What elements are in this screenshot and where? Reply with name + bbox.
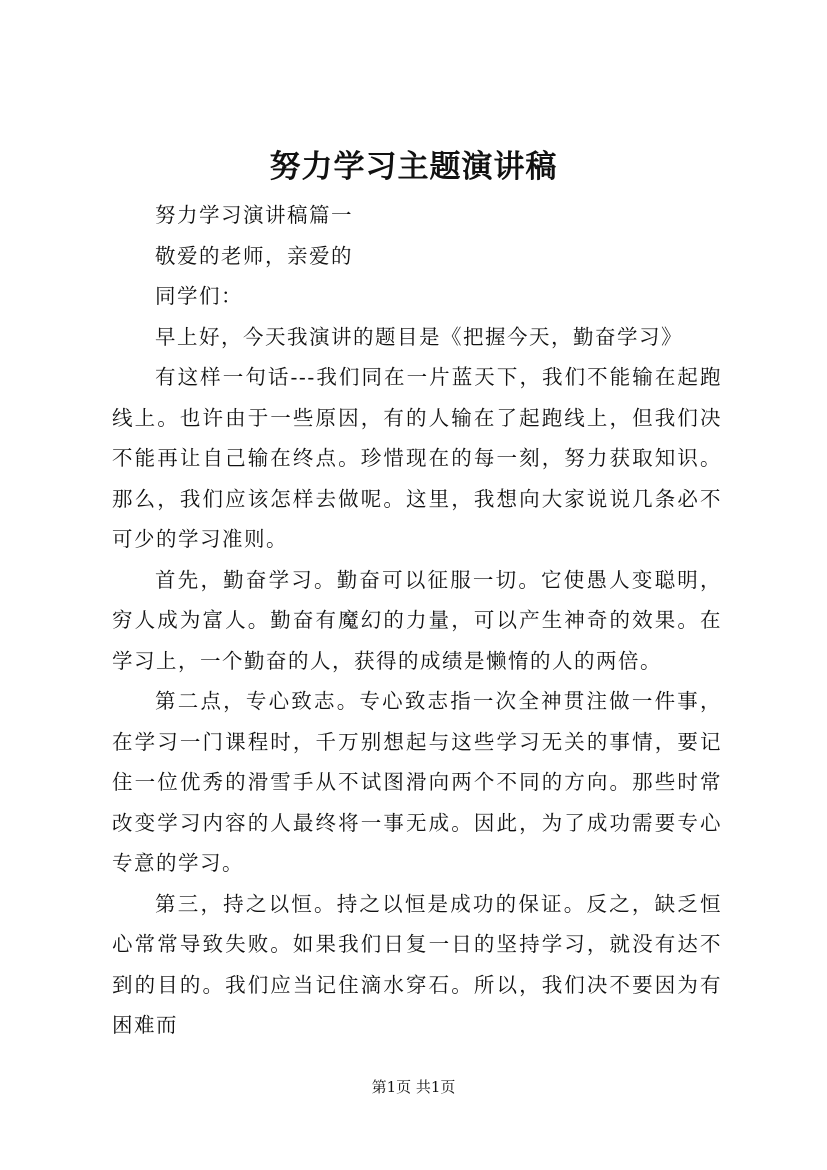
paragraph-salutation-2: 同学们：	[155, 284, 244, 308]
paragraph-heading: 努力学习演讲稿篇一	[155, 203, 354, 227]
paragraph-point-3: 第三，持之以恒。持之以恒是成功的保证。反之，缺乏恒心常常导致失败。如果我们日复一日的坚持学习，就没有达不到的目的。我们应当记住滴水穿石。所以，我们决不要因为有困难而	[112, 891, 722, 1037]
paragraph-salutation-1: 敬爱的老师，亲爱的	[155, 243, 354, 268]
paragraph-point-1: 首先，勤奋学习。勤奋可以征服一切。它使愚人变聪明，穷人成为富人。勤奋有魔幻的力量，可以产生神奇的效果。在学习上，一个勤奋的人，获得的成绩是懒惰的人的两倍。	[112, 567, 722, 673]
paragraph-intro: 有这样一句话---我们同在一片蓝天下，我们不能输在起跑线上。也许由于一些原因，有的人输在了起跑线上，但我们决不能再让自己输在终点。珍惜现在的每一刻，努力获取知识。那么，我们应该怎样去做呢。这里，我想向大家说说几条必不可少的学习准则。	[112, 365, 722, 551]
page-footer: 第1页 共1页	[371, 1078, 456, 1096]
document-title: 努力学习主题演讲稿	[269, 149, 558, 185]
paragraph-point-2: 第二点，专心致志。专心致志指一次全神贯注做一件事，在学习一门课程时，千万别想起与这些学习无关的事情，要记住一位优秀的滑雪手从不试图滑向两个不同的方向。那些时常改变学习内容的人最终将一事无成。因此，为了成功需要专心专意的学习。	[112, 689, 722, 875]
paragraph-greeting: 早上好，今天我演讲的题目是《把握今天，勤奋学习》	[155, 324, 684, 349]
document-body	[112, 195, 722, 1046]
